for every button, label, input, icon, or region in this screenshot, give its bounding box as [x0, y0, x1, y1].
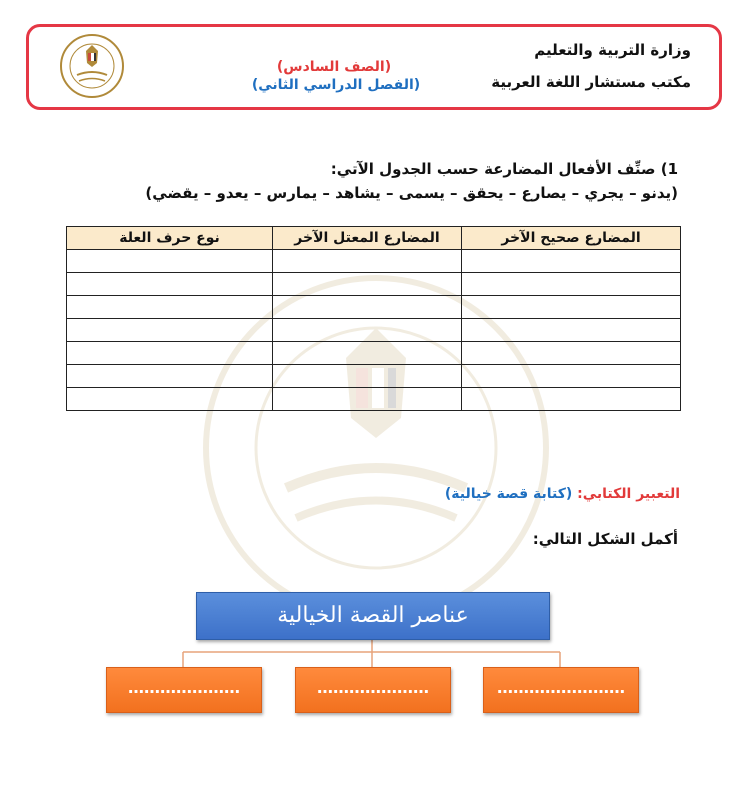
table-cell[interactable]: [67, 273, 273, 296]
table-cell[interactable]: [67, 296, 273, 319]
story-element-blank[interactable]: ……………………: [483, 667, 639, 713]
table-cell[interactable]: [273, 273, 462, 296]
table-cell[interactable]: [273, 296, 462, 319]
writing-label: التعبير الكتابي:: [577, 486, 680, 502]
table-cell[interactable]: [273, 342, 462, 365]
table-cell[interactable]: [273, 250, 462, 273]
table-cell[interactable]: [67, 388, 273, 411]
table-cell[interactable]: [462, 296, 681, 319]
table-cell[interactable]: [273, 319, 462, 342]
question1-instruction: 1) صنِّف الأفعال المضارعة حسب الجدول الآتي:: [330, 160, 678, 178]
table-cell[interactable]: [273, 388, 462, 411]
ministry-logo: [59, 33, 125, 99]
ministry-name: وزارة التربية والتعليم: [534, 41, 691, 59]
header-weak-verb: المضارع المعتل الآخر: [273, 227, 462, 250]
table-cell[interactable]: [67, 365, 273, 388]
story-elements-box: عناصر القصة الخيالية: [196, 592, 550, 640]
header-sound-verb: المضارع صحيح الآخر: [462, 227, 681, 250]
complete-instruction: أكمل الشكل التالي:: [532, 530, 678, 548]
table-cell[interactable]: [462, 388, 681, 411]
table-cell[interactable]: [273, 365, 462, 388]
table-cell[interactable]: [462, 250, 681, 273]
table-cell[interactable]: [462, 365, 681, 388]
table-row: [67, 250, 681, 273]
table-cell[interactable]: [67, 319, 273, 342]
term-label: (الفصل الدراسي الثاني): [251, 77, 421, 93]
table-cell[interactable]: [462, 319, 681, 342]
story-element-blank[interactable]: …………………: [106, 667, 262, 713]
table-row: [67, 365, 681, 388]
table-header-row: [67, 227, 681, 250]
classification-table: [66, 226, 681, 411]
grade-label: (الصف السادس): [276, 59, 392, 75]
table-row: [67, 296, 681, 319]
question1-verbs: (يدنو – يجري – يصارع – يحقق – يسمى – يشاهد – يمارس – يعدو – يقضي): [145, 184, 678, 202]
header-weak-letter-type: نوع حرف العلة: [67, 227, 273, 250]
table-cell[interactable]: [67, 250, 273, 273]
writing-topic: (كتابة قصة خيالية): [444, 486, 573, 502]
table-cell[interactable]: [67, 342, 273, 365]
writing-section-title: [445, 486, 680, 502]
table-cell[interactable]: [462, 342, 681, 365]
header-box: [26, 24, 722, 110]
table-row: [67, 319, 681, 342]
table-cell[interactable]: [462, 273, 681, 296]
table-row: [67, 388, 681, 411]
story-element-blank[interactable]: …………………: [295, 667, 451, 713]
table-row: [67, 273, 681, 296]
office-name: مكتب مستشار اللغة العربية: [491, 73, 691, 91]
table-row: [67, 342, 681, 365]
